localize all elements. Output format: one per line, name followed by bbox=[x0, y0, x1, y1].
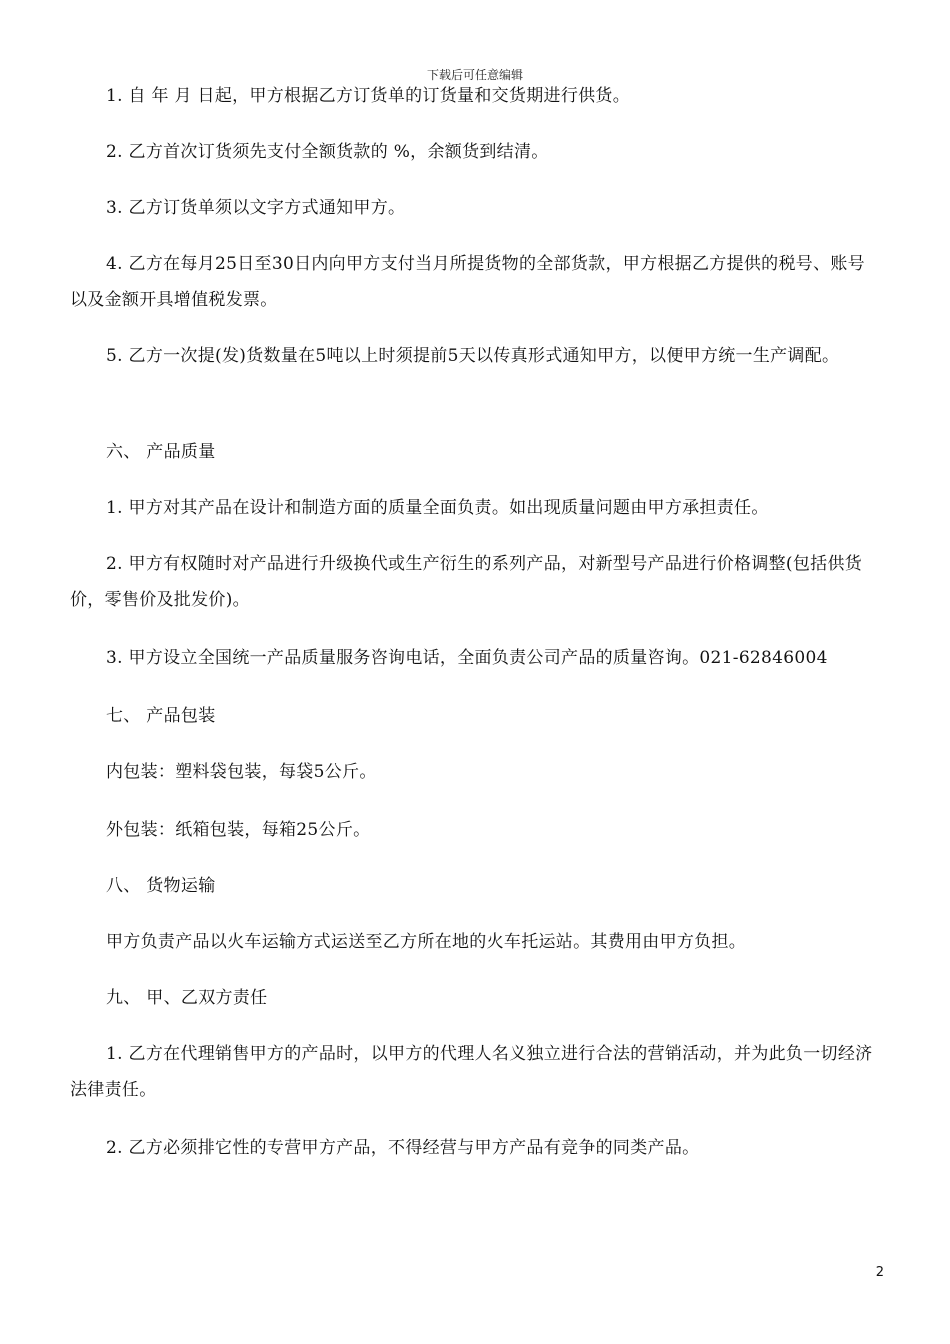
inner-packaging: 内包装：塑料袋包装，每袋5公斤。 bbox=[106, 762, 377, 782]
clause-2-first-payment: 2. 乙方首次订货须先支付全额货款的 %，余额货到结清。 bbox=[106, 142, 549, 162]
quality-clause-2: 2. 甲方有权随时对产品进行升级换代或生产衍生的系列产品，对新型号产品进行价格调整(包括供货价，零售价及批发价)。 bbox=[70, 554, 863, 610]
quality-clause-1: 1. 甲方对其产品在设计和制造方面的质量全面负责。如出现质量问题由甲方承担责任。 bbox=[106, 498, 769, 518]
section-heading-packaging: 七、 产品包装 bbox=[106, 706, 216, 726]
header-note: 下载后可任意编辑 bbox=[426, 68, 523, 82]
section-heading-transport: 八、 货物运输 bbox=[106, 876, 216, 896]
clause-1-supply-start: 1. 自 年 月 日起，甲方根据乙方订货单的订货量和交货期进行供货。 bbox=[106, 86, 631, 106]
responsibility-clause-1: 1. 乙方在代理销售甲方的产品时，以甲方的代理人名义独立进行合法的营销活动，并为此负一切经济法律责任。 bbox=[70, 1044, 873, 1100]
outer-packaging: 外包装：纸箱包装，每箱25公斤。 bbox=[106, 820, 371, 840]
page-number: 2 bbox=[875, 1265, 884, 1280]
clause-5-shipment-notice: 5. 乙方一次提(发)货数量在5吨以上时须提前5天以传真形式通知甲方，以便甲方统一生产调配。 bbox=[106, 346, 840, 366]
quality-clause-3: 3. 甲方设立全国统一产品质量服务咨询电话，全面负责公司产品的质量咨询。021-62846004 bbox=[106, 648, 828, 668]
responsibility-clause-2: 2. 乙方必须排它性的专营甲方产品，不得经营与甲方产品有竞争的同类产品。 bbox=[106, 1138, 700, 1158]
section-heading-quality: 六、 产品质量 bbox=[106, 442, 216, 462]
clause-4-monthly-payment: 4. 乙方在每月25日至30日内向甲方支付当月所提货物的全部货款，甲方根据乙方提供的税号、账号以及金额开具增值税发票。 bbox=[70, 254, 865, 310]
clause-3-order-notice: 3. 乙方订货单须以文字方式通知甲方。 bbox=[106, 198, 406, 218]
transport-clause: 甲方负责产品以火车运输方式运送至乙方所在地的火车托运站。其费用由甲方负担。 bbox=[106, 932, 747, 952]
section-heading-responsibilities: 九、 甲、乙双方责任 bbox=[106, 988, 268, 1008]
